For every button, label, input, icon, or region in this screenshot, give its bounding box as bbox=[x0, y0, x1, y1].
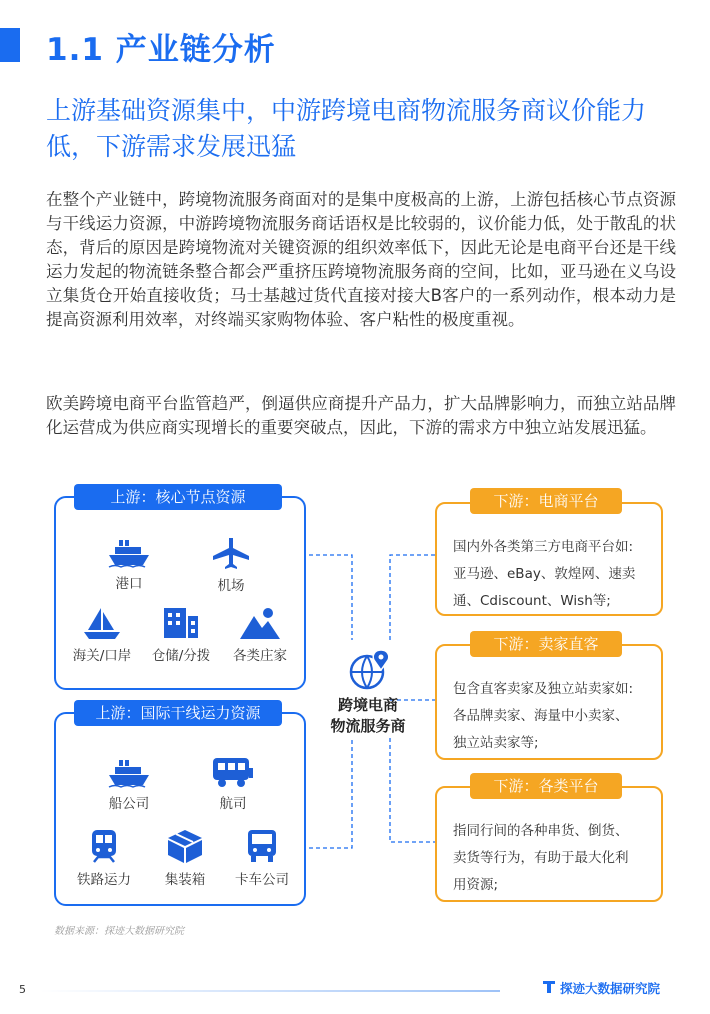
item-label: 集装箱 bbox=[164, 872, 206, 888]
text-line: 国内外各类第三方电商平台如: bbox=[453, 539, 634, 555]
footer-divider bbox=[40, 990, 500, 992]
globe-pin-icon bbox=[347, 648, 393, 692]
downstream-platforms-tag: 下游：各类平台 bbox=[470, 773, 622, 799]
item-label: 航司 bbox=[219, 796, 247, 812]
text-line: 各品牌卖家、海量中小卖家、 bbox=[453, 708, 629, 724]
item-truck bbox=[222, 828, 302, 888]
item-label: 仓储/分拨 bbox=[151, 648, 211, 664]
airplane-icon bbox=[211, 536, 251, 570]
page-title: 1.1 产业链分析 bbox=[46, 32, 276, 68]
item-airport bbox=[191, 536, 271, 594]
bus-icon bbox=[211, 756, 255, 788]
brand-logo-icon bbox=[542, 980, 556, 994]
item-warehouse bbox=[141, 606, 221, 664]
text-line: 指同行间的各种串货、倒货、 bbox=[453, 823, 629, 839]
footer-brand: 探迹大数据研究院 bbox=[560, 981, 661, 996]
item-customs bbox=[62, 606, 142, 664]
downstream-ecommerce-box bbox=[435, 502, 663, 616]
page-subtitle: 上游基础资源集中，中游跨境电商物流服务商议价能力低，下游需求发展迅猛 bbox=[46, 96, 647, 161]
item-rail bbox=[64, 828, 144, 888]
paragraph-1: 在整个产业链中，跨境物流服务商面对的是集中度极高的上游，上游包括核心节点资源与干线运力资源，中游跨境物流服务商话语权是比较弱的，议价能力低，处于散乱的状态，背后的原因是跨境物流对关键资源的组织效率低下，因此无论是电商平台还是干线运力发起的物流链条整合都会严重挤压跨境物流服务商的空间，比如，亚马逊在义乌设立集货仓开始直接收货；马士基越过货代直接对接大B客户的一系列动作，根本动力是提高资源利用效率，对终端买家购物体验、客户粘性的极度重视。 bbox=[46, 190, 676, 329]
item-shipping-company bbox=[89, 758, 169, 812]
downstream-ecommerce-tag: 下游：电商平台 bbox=[470, 488, 622, 514]
downstream-direct-seller-tag: 下游：卖家直客 bbox=[470, 631, 622, 657]
upstream-core-node-tag: 上游：核心节点资源 bbox=[74, 484, 282, 510]
truck-icon bbox=[244, 828, 280, 864]
sailboat-icon bbox=[82, 606, 122, 640]
text-line: 亚马逊、eBay、敦煌网、速卖 bbox=[453, 566, 636, 582]
text-line: 通、Cdiscount、Wish等; bbox=[453, 593, 611, 609]
item-container bbox=[145, 828, 225, 888]
center-line-1: 跨境电商 bbox=[337, 696, 398, 714]
item-label: 机场 bbox=[217, 578, 245, 594]
item-label: 港口 bbox=[115, 576, 143, 592]
data-source: 数据来源：探迹大数据研究院 bbox=[54, 926, 184, 937]
item-label: 铁路运力 bbox=[77, 872, 131, 888]
ship-icon bbox=[107, 538, 151, 568]
item-airline bbox=[193, 756, 273, 812]
warehouse-icon bbox=[161, 606, 201, 640]
center-line-2: 物流服务商 bbox=[330, 717, 406, 735]
item-label: 船公司 bbox=[108, 796, 150, 812]
item-label: 各类庄家 bbox=[233, 648, 287, 664]
upstream-trunk-tag: 上游：国际干线运力资源 bbox=[74, 700, 282, 726]
text-line: 用资源; bbox=[453, 877, 499, 893]
item-dealers bbox=[220, 606, 300, 664]
ship-icon bbox=[107, 758, 151, 788]
box-icon bbox=[166, 828, 204, 864]
item-label: 卡车公司 bbox=[235, 872, 289, 888]
center-node-label bbox=[318, 695, 418, 737]
paragraph-2: 欧美跨境电商平台监管趋严，倒逼供应商提升产品力，扩大品牌影响力，而独立站品牌化运营成为供应商实现增长的重要突破点，因此，下游的需求方中独立站发展迅猛。 bbox=[46, 394, 676, 437]
downstream-direct-seller-box bbox=[435, 644, 663, 760]
text-line: 卖货等行为，有助于最大化利 bbox=[453, 850, 629, 866]
train-icon bbox=[86, 828, 122, 864]
mountain-icon bbox=[238, 606, 282, 640]
item-port bbox=[89, 538, 169, 592]
text-line: 独立站卖家等; bbox=[453, 735, 539, 751]
page-number: 5 bbox=[19, 983, 26, 996]
item-label: 海关/口岸 bbox=[72, 648, 132, 664]
text-line: 包含直客卖家及独立站卖家如: bbox=[453, 681, 634, 697]
downstream-platforms-box bbox=[435, 786, 663, 902]
